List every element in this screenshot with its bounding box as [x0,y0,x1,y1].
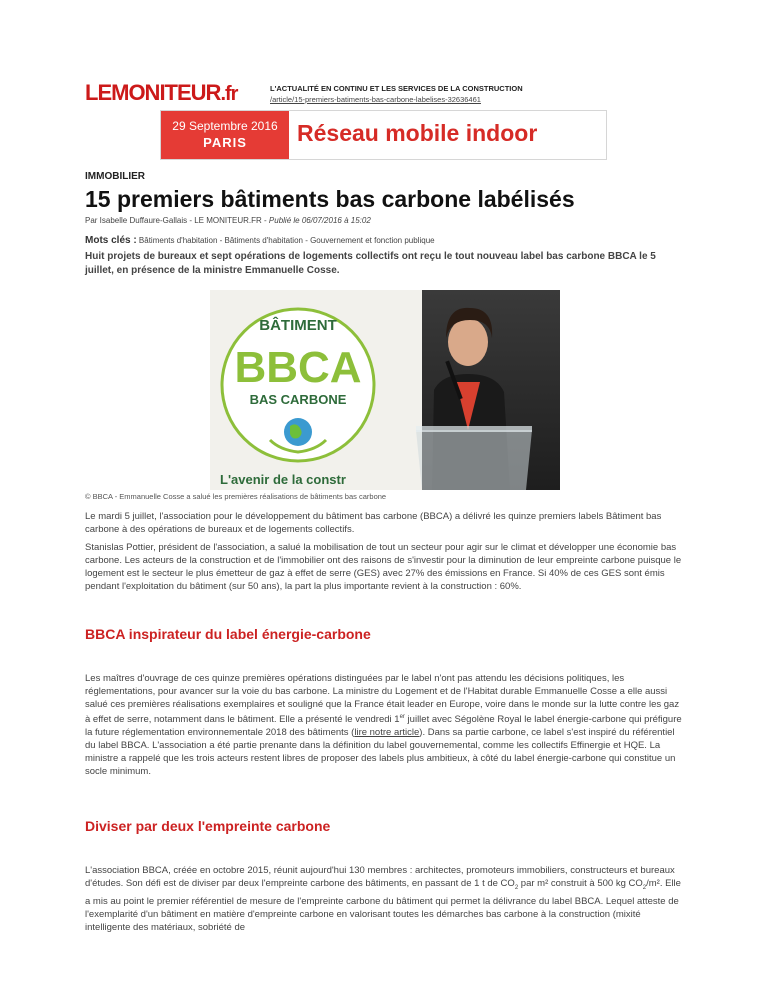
sign-sub-text: BAS CARBONE [249,392,347,407]
keywords-label: Mots clés : [85,235,137,246]
banner-title: Réseau mobile indoor [297,120,538,146]
photo-credit: © BBCA - Emmanuelle Cosse a salué les premières réalisations de bâtiments bas carbone [85,492,387,501]
subscript: 2 [642,884,647,891]
banner-date-block [161,111,289,159]
paragraph-3 [85,672,685,778]
site-header [85,82,685,106]
paragraph-2: Stanislas Pottier, président de l'association, a salué la mobilisation de tout un secteur pour agir sur le climat et développer une économie bas carbone. Les acteurs de la construction et de l'immobilier ont des raisons de s'investir pour la diminution de leur empreinte carbone puisque le logement est le secteur le plus émetteur de gaz à effet de serre (GES) avec 27% des émissions en France. Si 40% de ces GES sont émis pendant l'exploitation du bâtiment (sur 50 ans), la part la plus importante revient à la construction : 60%. [85,542,682,592]
article-byline [85,216,371,225]
section-heading-2: Diviser par deux l'empreinte carbone [85,818,331,834]
sign-bottom-text: L'avenir de la constr [220,472,346,487]
site-logo[interactable] [85,82,237,105]
paragraph-3-text: ). Dans sa partie carbone, ce label s'est inspiré du référentiel du label BBCA. L'association a été partie prenante dans la définition du label gouvernemental, comme les collectifs Effinergie et HQE. La ministre a rappelé que les trois acteurs restent libres de proposer des labels plus ambitieux, à côté du label énergie-carbone qui constitue un socle minimum. [85,727,676,778]
keyword-link[interactable]: Gouvernement et fonction publique [310,236,435,245]
sign-top-text: BÂTIMENT [259,317,337,334]
ad-banner[interactable] [160,110,607,160]
photo-illustration [210,290,560,490]
subscript: 2 [514,884,519,891]
logo-suffix: .fr [220,83,238,105]
paragraph-3-text: Les maîtres d'ouvrage de ces quinze premières opérations distinguées par le label n'ont pas attendu les décisions politiques, les réglementations, pour avancer sur la voie du bas carbone. La ministre du Logement et de l'Habitat durable Emmanuelle Cosse a elle aussi salué ces premières réalisations exemplaires et souligné que la France était leader en Europe, voire dans le monde sur la lutte contre les gaz à effet de serre, notamment dans le bâtiment. Elle a présenté le vendredi 1 [85,673,680,726]
byline-author: Par Isabelle Duffaure-Gallais - LE MONITEUR.FR - [85,216,269,225]
paragraph-4-text: par m² construit à 500 kg CO [518,878,643,889]
paragraph-4-text: L'association BBCA, créée en octobre 2015, réunit aujourd'hui 130 membres : architectes, promoteurs immobiliers, constructeurs et bureaux d'études. Son défi est de diviser par deux l'empreinte carbone des bâtiments, en passant de 1 t de CO [85,865,675,889]
banner-date: 29 Septembre 2016 [172,119,278,133]
keyword-link[interactable]: Bâtiments d'habitation [138,236,218,245]
section-heading-1: BBCA inspirateur du label énergie-carbone [85,626,371,642]
lectern [416,430,532,490]
article-rubric[interactable]: IMMOBILIER [85,171,145,182]
keyword-link[interactable]: Bâtiments d'habitation [224,236,303,245]
article-photo [210,290,560,490]
superscript: er [399,714,405,720]
speaker-face [448,318,488,366]
paragraph-1: Le mardi 5 juillet, l'association pour le développement du bâtiment bas carbone (BBCA) a délivré les quinze premiers labels Bâtiment bas carbone à des opérations de bureaux et de logements collectifs. [85,511,662,535]
paragraph-4-text: /m². Elle a mis au point le premier référentiel de mesure de l'empreinte carbone du bâtiment qui permet la délivrance du label BBCA. Lequel atteste de l'exemplarité d'un bâtiment en matière d'empreinte carbone en valorisant toutes les démarches bas carbone à la construction (mixité intelligente des matériaux, sobriété de [85,878,681,933]
site-tagline: L'ACTUALITÉ EN CONTINU ET LES SERVICES DE LA CONSTRUCTION [270,84,523,93]
read-article-link[interactable]: lire notre article [354,727,420,739]
byline-date: Publié le 06/07/2016 à 15:02 [268,216,371,225]
article-url-link[interactable]: /article/15-premiers-batiments-bas-carbone-labelises-32636461 [270,95,481,104]
article-title: 15 premiers bâtiments bas carbone labélisés [85,186,575,212]
article-keywords: Mots clés : Bâtiments d'habitation - Bâtiments d'habitation - Gouvernement et fonction publique [85,235,435,246]
banner-city: PARIS [203,135,247,150]
article-lead: Huit projets de bureaux et sept opérations de logements collectifs ont reçu le tout nouveau label bas carbone BBCA le 5 juillet, en présence de la ministre Emmanuelle Cosse. [85,251,656,276]
paragraph-4 [85,864,685,934]
sign-main-text: BBCA [234,343,362,392]
logo-main: LEMONITEUR [85,80,221,105]
paragraph-3-text: juillet avec Ségolène Royal le label énergie-carbone qui préfigure la future réglementation environnementale 2018 des bâtiments ( [85,714,682,739]
